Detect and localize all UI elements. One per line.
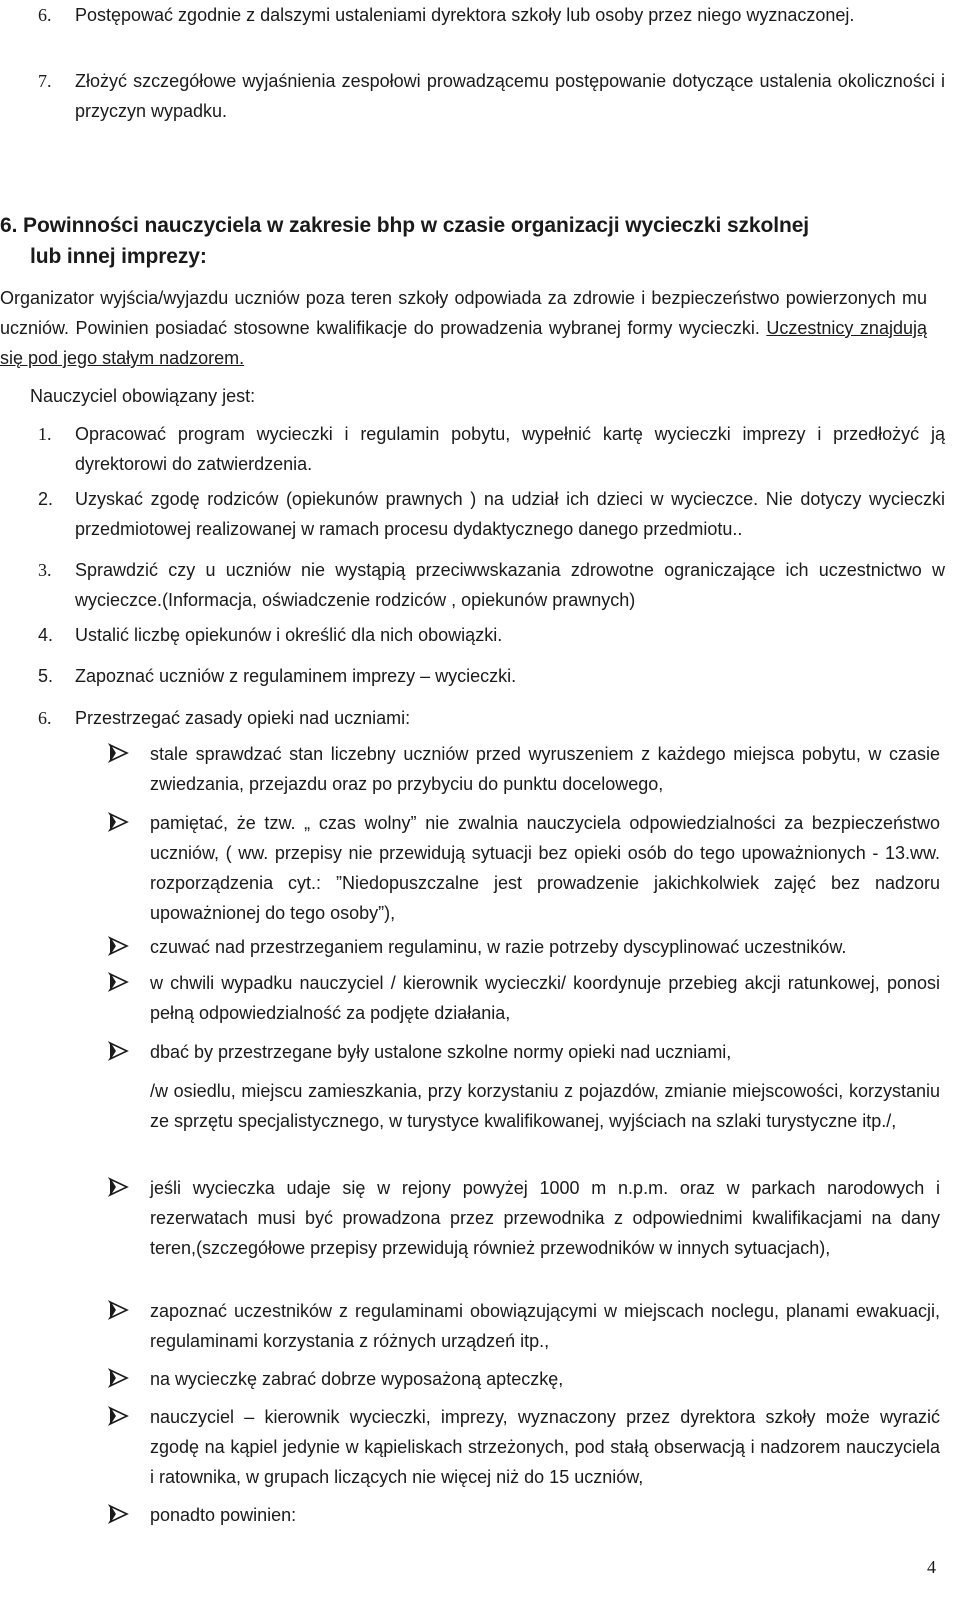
section-heading: 6. Powinności nauczyciela w zakresie bhp w czasie organizacji wycieczki szkolnej — [0, 214, 810, 237]
duty-text: Przestrzegać zasady opieki nad uczniami: — [75, 708, 411, 728]
item-text: Złożyć szczegółowe wyjaśnienia zespołowi prowadzącemu postępowanie dotyczące ustalenia okoliczności i przyczyn wypadku. — [75, 71, 945, 121]
duty-text: Uzyskać zgodę rodziców (opiekunów prawnych ) na udział ich dzieci w wycieczce. Nie dotyczy wycieczki przedmiotowej realizowanej w ramach procesu dydaktycznego danego przedmiotu.. — [75, 489, 945, 539]
intro-underlined: Uczestnicy znajdują się pod jego stałym nadzorem. — [0, 318, 927, 368]
arrow-bullet-icon — [108, 971, 130, 993]
arrow-bullet-icon — [108, 1503, 130, 1525]
duty-number: 4. — [38, 625, 54, 645]
bullet-text: pamiętać, że tzw. „ czas wolny” nie zwalnia nauczyciela odpowiedzialności za bezpieczeństwo uczniów, ( ww. przepisy nie przewidują sytuacji bez opieki osób do tego upoważnionych - 13.ww. rozporządzenia cyt.: ”Niedopuszczalne jest prowadzenie jakichkolwiek zajęć bez nadzoru upoważnionej do tego osoby”), — [150, 813, 940, 923]
bullet-text: stale sprawdzać stan liczebny uczniów przed wyruszeniem z każdego miejsca pobytu, w czasie zwiedzania, przejazdu oraz po przybyciu do punktu docelowego, — [150, 744, 940, 794]
bullet-text: nauczyciel – kierownik wycieczki, imprezy, wyznaczony przez dyrektora szkoły może wyrazić zgodę na kąpiel jedynie w kąpieliskach strzeżonych, pod stałą obserwacją i nadzorem nauczyciela i ratownika, w grupach liczących nie więcej niż do 15 uczniów, — [150, 1407, 940, 1487]
arrow-bullet-icon — [108, 1176, 130, 1198]
arrow-bullet-icon — [108, 742, 130, 764]
bullet-text: zapoznać uczestników z regulaminami obowiązującymi w miejscach noclegu, planami ewakuacji, regulaminami korzystania z różnych urządzeń itp., — [150, 1301, 940, 1351]
section-heading-cont: lub innej imprezy: — [30, 245, 207, 268]
bullet-text: czuwać nad przestrzeganiem regulaminu, w razie potrzeby dyscyplinować uczestników. — [150, 937, 847, 957]
duty-text: Zapoznać uczniów z regulaminem imprezy – wycieczki. — [75, 666, 517, 686]
duty-number: 2. — [38, 489, 54, 509]
duty-number: 5. — [38, 666, 54, 686]
arrow-bullet-icon — [108, 811, 130, 833]
bullet-text: jeśli wycieczka udaje się w rejony powyżej 1000 m n.p.m. oraz w parkach narodowych i rezerwatach musi być prowadzona przez przewodnika z odpowiednimi kwalifikacjami na dany teren,(szczegółowe przepisy przewidują również przewodników w innych sytuacjach), — [150, 1178, 940, 1258]
item-number: 6. — [38, 5, 52, 25]
duty-number: 1. — [38, 424, 52, 444]
duty-text: Sprawdzić czy u uczniów nie wystąpią przeciwwskazania zdrowotne ograniczające ich uczestnictwo w wycieczce.(Informacja, oświadczenie rodziców , opiekunów prawnych) — [75, 560, 945, 610]
arrow-bullet-icon — [108, 1040, 130, 1062]
obliged-label: Nauczyciel obowiązany jest: — [30, 386, 256, 406]
bullet-text: dbać by przestrzegane były ustalone szkolne normy opieki nad uczniami, — [150, 1042, 732, 1062]
bullet-text: w chwili wypadku nauczyciel / kierownik wycieczki/ koordynuje przebieg akcji ratunkowej, ponosi pełną odpowiedzialność za podjęte działania, — [150, 973, 940, 1023]
duty-number: 3. — [38, 560, 52, 580]
intro-paragraph — [0, 283, 927, 373]
bullet-text: na wycieczkę zabrać dobrze wyposażoną apteczkę, — [150, 1369, 564, 1389]
duty-number: 6. — [38, 708, 52, 728]
arrow-bullet-icon — [108, 1367, 130, 1389]
page-number: 4 — [927, 1557, 936, 1577]
duty-text: Opracować program wycieczki i regulamin pobytu, wypełnić kartę wycieczki imprezy i przedłożyć ją dyrektorowi do zatwierdzenia. — [75, 424, 945, 474]
arrow-bullet-icon — [108, 1405, 130, 1427]
duty-text: Ustalić liczbę opiekunów i określić dla nich obowiązki. — [75, 625, 503, 645]
intro-text: Organizator wyjścia/wyjazdu uczniów poza teren szkoły odpowiada za zdrowie i bezpieczeństwo powierzonych mu uczniów. Powinien posiadać stosowne kwalifikacje do prowadzenia wybranej formy wycieczki. — [0, 288, 927, 338]
item-text: Postępować zgodnie z dalszymi ustaleniami dyrektora szkoły lub osoby przez niego wyznaczonej. — [75, 5, 855, 25]
bullet-note: /w osiedlu, miejscu zamieszkania, przy korzystaniu z pojazdów, zmianie miejscowości, korzystaniu ze sprzętu specjalistycznego, w turystyce kwalifikowanej, wyjściach na szlaki turystyczne itp./, — [150, 1081, 940, 1131]
item-number: 7. — [38, 71, 52, 91]
bullet-text: ponadto powinien: — [150, 1505, 297, 1525]
arrow-bullet-icon — [108, 1299, 130, 1321]
arrow-bullet-icon — [108, 935, 130, 957]
